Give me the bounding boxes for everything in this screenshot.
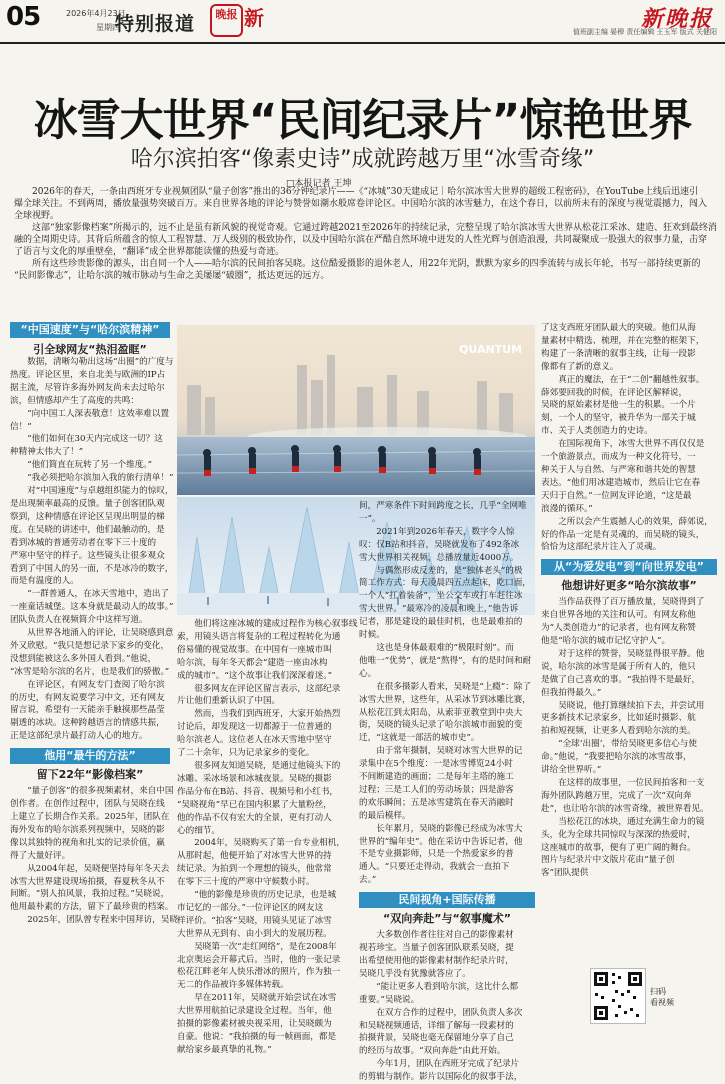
section-title: 特别报道: [115, 13, 196, 35]
paragraph-line: 很多网友知道吴晓，是通过他镜头下的: [194, 760, 341, 771]
paragraph-line: 冰雪大世界，这些年，从采冰节到冰雕比赛，: [359, 694, 531, 705]
paragraph-line: 大世界从无到有、由小到大的发展历程。: [177, 928, 332, 939]
paragraph-line: 一座童话城堡。这本身就是最动人的故事。”: [10, 602, 174, 613]
paragraph-line: 海外发布的哈尔滨系列视频中，吴晓的影: [10, 824, 165, 835]
article-column-4: [541, 322, 717, 880]
paragraph-line: 客”团队提供: [541, 868, 589, 879]
issue-date: 2026年4月23日: [66, 9, 126, 18]
paragraph-line: 冰雪大世界建设现场拍摄，春夏秋冬从不: [10, 876, 165, 887]
paragraph-line: 迁，“这就是一部活的城市史”。: [359, 733, 480, 744]
paragraph-line: 天归于自然。”一位网友评论道，“这是最: [541, 490, 692, 501]
paragraph-line: 不间断建造的画面；二是每年主塔的施工: [359, 772, 514, 783]
paragraph-line: 他是“哈尔滨的城市记忆守护人”。: [541, 636, 671, 647]
intro-paragraph: 融的全周期史诗。其背后所蕴含的惊人工程智慧、万人级别的极致协作，以及中国哈尔滨在严酷自然环境中迸发的人性光辉与创造浪漫，共同凝聚成一股强大的叙事力量，击穿: [14, 235, 708, 245]
section-subtitle: “双向奔赴”与“叙事魔术”: [383, 912, 511, 926]
paragraph-line: 过程；三是工人们的劳动场景；四是游客: [359, 784, 514, 795]
paragraph-line: 在双方合作的过程中，团队负责人多次: [376, 1007, 523, 1018]
paragraph-line: “吴晓视角”早已在国内积累了大量粉丝，: [177, 799, 332, 810]
paragraph-line: 了二十余年，只为记录家乡的变化。: [177, 748, 315, 759]
intro-paragraph: 2026年的春天，一条由西班牙专业视频团队“量子创客”推出的36分钟纪录片——《“冰城”30天建成记｜哈尔滨冰雪大世界的超级工程密码》，在YouTube上线后迅速引: [32, 187, 698, 197]
paragraph-line: 数据，清晰勾勒出这场“出圈”的广度与: [27, 357, 174, 367]
paragraph-line: 讨论后，却发现这一切都源于一位普通的: [177, 722, 332, 733]
paragraph-line: 在零下三十度的严寒中守候数小时。: [177, 877, 315, 888]
paragraph-line: 样评价。“拍客”吴晓，用镜头见证了冰雪: [177, 915, 332, 926]
paragraph-line: 的历史，有网友说要学习中文，还有网友: [10, 692, 165, 703]
section-box-title: 民间视角+国际传播: [359, 892, 535, 908]
paragraph-line: 在很多摄影人看来，吴晓是“上瘾”：除了: [376, 681, 532, 692]
page-number: 05: [6, 2, 41, 32]
paragraph-line: 2021年到2026年春天，数字令人惊: [376, 526, 515, 537]
paragraph-line: 哈尔滨，每年冬天都会“建造一座由冰构: [177, 657, 328, 668]
paragraph-line: 一个人“扛着装备”，坐公交车或打车赶往冰: [359, 591, 523, 602]
paragraph-line: 雪大世界相关视频，总播放量近4000万。: [359, 552, 519, 563]
section-subtitle: 他想讲好更多“哈尔滨故事”: [561, 579, 697, 593]
photo-ice-workers-image: [177, 325, 535, 495]
section-seal-char: 新: [244, 6, 264, 30]
paragraph-line: 像以其独特的视角和扎实的记录价值，赢: [10, 837, 165, 848]
paragraph-line: 在这样的故事里，一位民间拍客和一支: [558, 778, 705, 788]
paragraph-line: 留言说，希望有一天能亲手触摸那些晶莹: [10, 705, 165, 716]
intro-paragraph: 了语言与文化的厚重壁垒，“翻译”成全世界都能读懂的热爱与奇迹。: [14, 247, 285, 257]
paragraph-line: 2025年，团队曾专程来中国拜访，吴晓: [27, 915, 178, 926]
paragraph-line: 冰雕、采冰场景和冰城夜景。吴晓的摄影: [177, 773, 332, 784]
paragraph-line: 更多新技术记录家乡，比如延时摄影、航: [541, 713, 696, 724]
paragraph-line: 他唯一“优势”，就是“熬得”，有的是时间和耐: [359, 655, 532, 666]
paragraph-line: 这座城市的故事，便有了更广阔的舞台。: [541, 842, 696, 853]
paragraph-line: “他的影像是珍贵的历史记录，也是城: [194, 890, 337, 901]
paragraph-line: 简工作方式：每天凌晨四五点起床，吃口面，: [359, 578, 531, 589]
section-box-title: 从“为爱发电”到“向世界发电”: [541, 559, 717, 575]
paragraph-line: 像都有了新的意义。: [541, 361, 619, 372]
paragraph-line: 世界的“编年史”。他在采访中告诉记者，他: [359, 836, 523, 847]
intro-paragraph: 爆全球关注。不到两周，播放量强势突破百万。来自世界各地的评论与赞誉如潮水般席卷评论区。中国哈尔滨的冰雪魅力，在这个春日，以前所未有的深度与视觉震撼力，闯入: [14, 199, 708, 209]
article-column-1: [10, 356, 178, 927]
paragraph-line: 自豪。他说：“我拍摄的每一帧画面，都是: [177, 1032, 337, 1042]
paragraph-line: 早在2011年，吴晓就开始尝试在冰雪: [194, 993, 337, 1004]
paragraph-line: 的经历与故事。“双向奔赴”由此开始。: [359, 1046, 506, 1057]
paragraph-line: 讲给全世界听。”: [541, 765, 602, 776]
paragraph-line: 信！”: [10, 421, 32, 432]
paragraph-line: 他们将这座冰城的建成过程作为核心叙事线: [194, 619, 358, 629]
paragraph-line: 而是有温度的人。: [10, 576, 79, 587]
paragraph-line: 北京奥运会开幕式后。当时，他的一张记录: [177, 954, 341, 965]
paragraph-line: 好的作品一定是有灵魂的，而吴晓的镜头，: [541, 529, 705, 540]
paragraph-line: 雪大世界。“最寒冷的凌晨和晚上，”他告诉: [359, 604, 519, 615]
section-box-title: “中国速度”与“哈尔滨精神”: [10, 322, 170, 338]
paragraph-line: 作品分布在B站、抖音、视频号和小红书，: [177, 786, 339, 797]
paragraph-line: “他们如何在30天内完成这一切？这: [27, 434, 163, 445]
paragraph-line: 据主流，尽管许多海外网友尚未去过哈尔: [10, 382, 165, 393]
paragraph-line: 很多网友在评论区留言表示，这部纪录: [194, 683, 341, 694]
qr-caption: [650, 986, 674, 1008]
paragraph-line: 心。: [359, 668, 377, 679]
headline: 冰雪大世界“民间纪录片”惊艳世界: [33, 95, 692, 146]
paragraph-line: 当松花江的冰块，通过充满生命力的镜: [558, 816, 705, 827]
paragraph-line: 度。在吴晓的讲述中，他们最触动的，是: [10, 524, 165, 535]
paragraph-line: 叹：仅B站和抖音，吴晓就发布了492条冰: [359, 539, 520, 550]
paragraph-line: 外又欣慰。“我只是想记录下家乡的变化，: [10, 640, 170, 651]
paragraph-line: 创作者。在创作过程中，团队与吴晓在线: [10, 799, 165, 810]
qr-caption-line: 看视频: [650, 998, 674, 1007]
paragraph-line: 为“人类创造力”的记录者，也有网友称赞: [541, 623, 696, 634]
article-column-2: [177, 618, 358, 1057]
paragraph-line: 察到，这种情感在评论区呈现出明显的梯: [10, 511, 165, 522]
masthead-rule: [0, 42, 725, 44]
paragraph-line: 间，严寒条件下时间跨度之长，几乎“全网唯: [359, 501, 527, 511]
paragraph-line: “我必须把哈尔滨加入我的旅行清单！”: [27, 473, 174, 484]
paragraph-line: 得了大量好评。: [10, 850, 71, 861]
paragraph-line: 吴晓几乎没有犹豫就答应了。: [359, 968, 471, 979]
paragraph-line: 出希望使用他的影像素材制作纪录片时，: [359, 956, 514, 966]
paragraph-line: 薛郊要回我的时候，在评论区解释说，: [541, 387, 688, 398]
paragraph-line: “一群普通人，在冰天雪地中，造出了: [27, 589, 170, 600]
paragraph-line: 恰恰为这部纪录片注入了灵魂。: [541, 542, 662, 553]
paragraph-line: 严寒中坚守的样子。这些镜头让很多观众: [10, 550, 165, 561]
paragraph-line: 市、关于人类创造力的史诗。: [541, 426, 653, 437]
paragraph-line: 一个旅游景点，而成为一种文化符号，一: [541, 452, 696, 463]
paragraph-line: 心的细节。: [177, 825, 220, 836]
section-seal: 晚报: [210, 4, 243, 37]
byline: □本报记者 王坤: [286, 179, 352, 189]
issue-weekday: 星期四: [96, 23, 120, 32]
paragraph-line: 的剪辑与制作。影片以国际化的叙事手法，: [359, 1072, 523, 1083]
paragraph-line: 海外团队跨越万里，完成了一次“双向奔: [541, 790, 692, 801]
paragraph-line: “量子创客”的很多视频素材，来自中国: [27, 786, 174, 797]
section-box-title: 他用“最牛的方法”: [10, 748, 170, 764]
paragraph-line: 热度。评论区里，来自北美与欧洲的IP占: [10, 369, 166, 380]
paragraph-line: 种关于人与自然、与严寒和谐共处的智慧: [541, 464, 696, 475]
paragraph-line: 哈尔滨老人。这位老人在冰天雪地中坚守: [177, 735, 332, 746]
intro-paragraph: 所有这些珍贵影像的源头，出自同一个人——哈尔滨的民间拍客吴晓。这位酷爱摄影的退休老人，用22年光阴，默默为家乡的四季流转与成长年轮，书写一部持续更新的: [32, 259, 701, 269]
paragraph-line: 无二的作品被许多媒体转载。: [177, 980, 289, 991]
paragraph-line: “能让更多人看到哈尔滨，这比什么都: [376, 981, 519, 992]
paragraph-line: 成的城市”。“这个故事让我们深深着迷。”: [177, 670, 332, 681]
paragraph-line: 他用最朴素的方法，留下了最珍贵的档案。: [10, 902, 174, 913]
qr-code-image: [591, 969, 645, 1023]
paragraph-line: 在国际视角下，冰雪大世界不再仅仅是: [558, 439, 705, 450]
paragraph-line: 说，哈尔滨的冰雪是属于所有人的，他只: [541, 661, 696, 672]
paragraph-line: 不是专业摄影师，只是一个热爱家乡的普: [359, 849, 514, 860]
section-subtitle: 留下22年“影像档案”: [36, 768, 144, 782]
paragraph-line: 来自世界各地的关注和认可。有网友称他: [541, 610, 696, 621]
paragraph-line: 从松花江到太阳岛，从索菲亚教堂到中央大: [359, 707, 523, 718]
paragraph-line: 从2004年起，吴晓便坚持每年冬天去: [27, 863, 170, 874]
subheadline: 哈尔滨拍客“像素史诗”成就跨越万里“冰雪奇缘”: [130, 147, 595, 172]
photo-ice-workers: [177, 325, 535, 495]
intro-text: [14, 186, 718, 282]
paragraph-line: 拍摄背景，吴晓也毫无保留地分享了自己: [359, 1033, 514, 1044]
paragraph-line: 的欢乐瞬间；五是冰雪建筑在春天消融时: [359, 797, 514, 808]
paragraph-line: 去。”: [359, 875, 377, 886]
paragraph-line: 时候。: [359, 630, 385, 641]
paragraph-line: 长年累月，吴晓的影像已经成为冰雪大: [376, 823, 523, 834]
paragraph-line: 了这支西班牙团队最大的突破。他们从海: [541, 323, 696, 333]
paragraph-line: 今年1月，团队在西班牙完成了纪录片: [376, 1059, 520, 1070]
paragraph-line: 表达。“他们用冰建造城市，然后让它在春: [541, 477, 701, 488]
paragraph-line: 2004年，吴晓购买了第一台专业相机，: [194, 838, 345, 849]
paragraph-line: 重要。”吴晓说。: [359, 994, 420, 1005]
paragraph-line: 他的作品不仅有宏大的全景，更有打动人: [177, 812, 332, 823]
paragraph-line: “他们简直在玩转了另一个维度。”: [27, 460, 152, 471]
paragraph-line: 看到了中国人的另一面，不是冰冷的数字，: [10, 563, 174, 574]
paragraph-line: “全球‘出圈’，带给吴晓更多信心与使: [558, 739, 697, 750]
newspaper-logo: 新晚报: [640, 6, 713, 32]
paragraph-line: 但我拍得最久。”: [541, 687, 602, 698]
paragraph-line: 滨，但情感却产生了高度的共鸣：: [10, 395, 139, 406]
paragraph-line: 量素材中精选、梳理，并在完整的框架下，: [541, 335, 705, 346]
paragraph-line: 浪漫的循环。”: [541, 503, 593, 514]
paragraph-line: 献给家乡最真挚的礼物。”: [177, 1044, 272, 1055]
editor-credits: 值班副主编 晏穆 责任编辑 王玉军 版式 关健阳: [572, 28, 717, 36]
paragraph-line: 与偶然形成反差的，是“独体老头”的极: [376, 565, 523, 576]
paragraph-line: 由于常年摄制，吴晓对冰雪大世界的记: [376, 746, 523, 757]
paragraph-line: 命。”他说，“我要把哈尔滨的冰雪故事，: [541, 752, 692, 763]
paragraph-line: 记者，那是建设的最佳时机，也是最难拍的: [359, 617, 523, 628]
paragraph-line: 吴晓第一次“走红网络”，是在2008年: [194, 941, 337, 952]
paragraph-line: 的最后模样。: [359, 810, 411, 821]
paragraph-line: 是出现频率最高的反馈。量子创客团队观: [10, 498, 165, 509]
paragraph-line: 对“中国速度”与卓越组织能力的惊叹，: [27, 486, 174, 497]
paragraph-line: 街，吴晓的镜头记录了哈尔滨城市面貌的变: [359, 720, 523, 731]
paragraph-line: 真正的魔法，在于“二创”翻越性叙事。: [558, 374, 705, 385]
paragraph-line: 团队负责人在视频简介中这样写道。: [10, 615, 148, 626]
paragraph-line: 录集中在5个维度：一是冰雪博览24小时: [359, 759, 513, 770]
paragraph-line: 大世界用航拍记录建设全过程。当年，他: [177, 1006, 332, 1017]
paragraph-line: 在评论区，有网友专门查阅了哈尔滨: [27, 679, 165, 690]
paragraph-line: 拍摄的影像素材被央视采用，让吴晓颇为: [177, 1019, 332, 1030]
paragraph-line: 从世界各地涌入的评论，让吴晓感到意: [27, 628, 174, 639]
paragraph-line: 视若珍宝。当量子创客团队联系吴晓，提: [359, 943, 514, 954]
paragraph-line: 构建了一条清晰的叙事主线，让每一段影: [541, 348, 696, 359]
photo-watermark: QUANTUM: [459, 343, 523, 356]
paragraph-line: 剔透的冰块。这种跨越语言的情感共振，: [10, 718, 165, 729]
paragraph-line: 然而，当我们到西班牙，大家开始热烈: [194, 709, 341, 720]
paragraph-line: 是做了自己喜欢的事。“我拍得不是最好，: [541, 674, 701, 685]
article-column-3: [359, 500, 535, 1084]
paragraph-line: 和吴晓视频通话，详细了解每一段素材的: [359, 1020, 514, 1031]
qr-caption-line: 扫码: [650, 987, 666, 996]
paragraph-line: 正是这部纪录片最打动人心的地方。: [10, 731, 148, 742]
masthead: [0, 0, 725, 44]
paragraph-line: 通人。“只要还走得动，我就会一直拍下: [359, 862, 510, 873]
paragraph-line: 片让他们重新认识了中国。: [177, 696, 281, 707]
paragraph-line: 赴”，也让哈尔滨的冰雪奇缘，被世界看见。: [541, 803, 709, 814]
paragraph-line: 间断。“别人拍风景，我拍过程。”吴晓说，: [10, 889, 170, 900]
paragraph-line: 吴晓说，他打算继续拍下去，并尝试用: [558, 700, 705, 711]
paragraph-line: 松花江畔老年人快乐滑冰的照片，作为独一: [177, 967, 341, 978]
paragraph-line: 从那时起，他便开始了对冰雪大世界的持: [177, 851, 332, 862]
paragraph-line: 种精神太伟大了！”: [10, 447, 84, 458]
intro-paragraph: 全球视野。: [14, 211, 60, 221]
intro-paragraph: 这部“独家影像档案”所揭示的，远不止是虽有新风貌的视觉奇观。它通过跨越2021至2026年的持续记录，完整呈现了哈尔滨冰雪大世界从松花江采冰、建造、狂欢到最终消: [32, 223, 718, 233]
paragraph-line: 没想到能被这么多外国人看到。”他说，: [10, 653, 157, 664]
paragraph-line: 当作品获得了百万播放量，吴晓得到了: [558, 597, 705, 608]
paragraph-line: 上建立了长期合作关系。2025年，团队在: [10, 812, 170, 822]
paragraph-line: 头，化为全球共同惊叹与深深的热爱时，: [541, 829, 696, 840]
paragraph-line: 一”。: [359, 513, 381, 524]
paragraph-line: 看到冰城的普通劳动者在零下三十度的: [10, 537, 157, 548]
qr-code[interactable]: [590, 968, 646, 1024]
paragraph-line: 大多数创作者往往对自己的影像素材: [376, 930, 514, 941]
paragraph-line: 刻，一个人的坚守，被升华为一部关于城: [541, 413, 696, 424]
intro-paragraph: “民间影像志”，让哈尔滨的城市脉动与生命之美屡屡“破圈”，抵达更远的远方。: [14, 271, 330, 281]
paragraph-line: “冰雪是哈尔滨的名片，也是我们的骄傲。”: [10, 666, 170, 677]
paragraph-line: 拍和短视频，让更多人看到哈尔滨的美。: [541, 726, 696, 737]
paragraph-line: 图片与纪录片中文版片花由“量子创: [541, 855, 675, 866]
paragraph-line: “向中国工人深表敬意！这效率难以置: [27, 408, 170, 419]
paragraph-line: 市记忆的一部分。”一位评论区的网友这: [177, 902, 324, 913]
paragraph-line: 续记录。为拍到一个理想的镜头，他常常: [177, 864, 332, 875]
paragraph-line: 这也是身体最艰难的“极限时刻”。而: [376, 642, 514, 653]
section-subtitle: 引全球网友“热泪盈眶”: [33, 343, 147, 356]
paragraph-line: 对于这样的赞誉，吴晓显得很平静。他: [558, 648, 705, 659]
paragraph-line: 俗易懂的视觉故事。在中国有一座城市叫: [177, 644, 332, 655]
paragraph-line: 吴晓的原始素材是他一生的积累。一个片: [541, 400, 696, 411]
paragraph-line: 之所以会产生震撼人心的效果，薛郊说，: [558, 516, 713, 527]
paragraph-line: 索，用镜头语言将复杂的工程过程转化为通: [177, 631, 341, 642]
